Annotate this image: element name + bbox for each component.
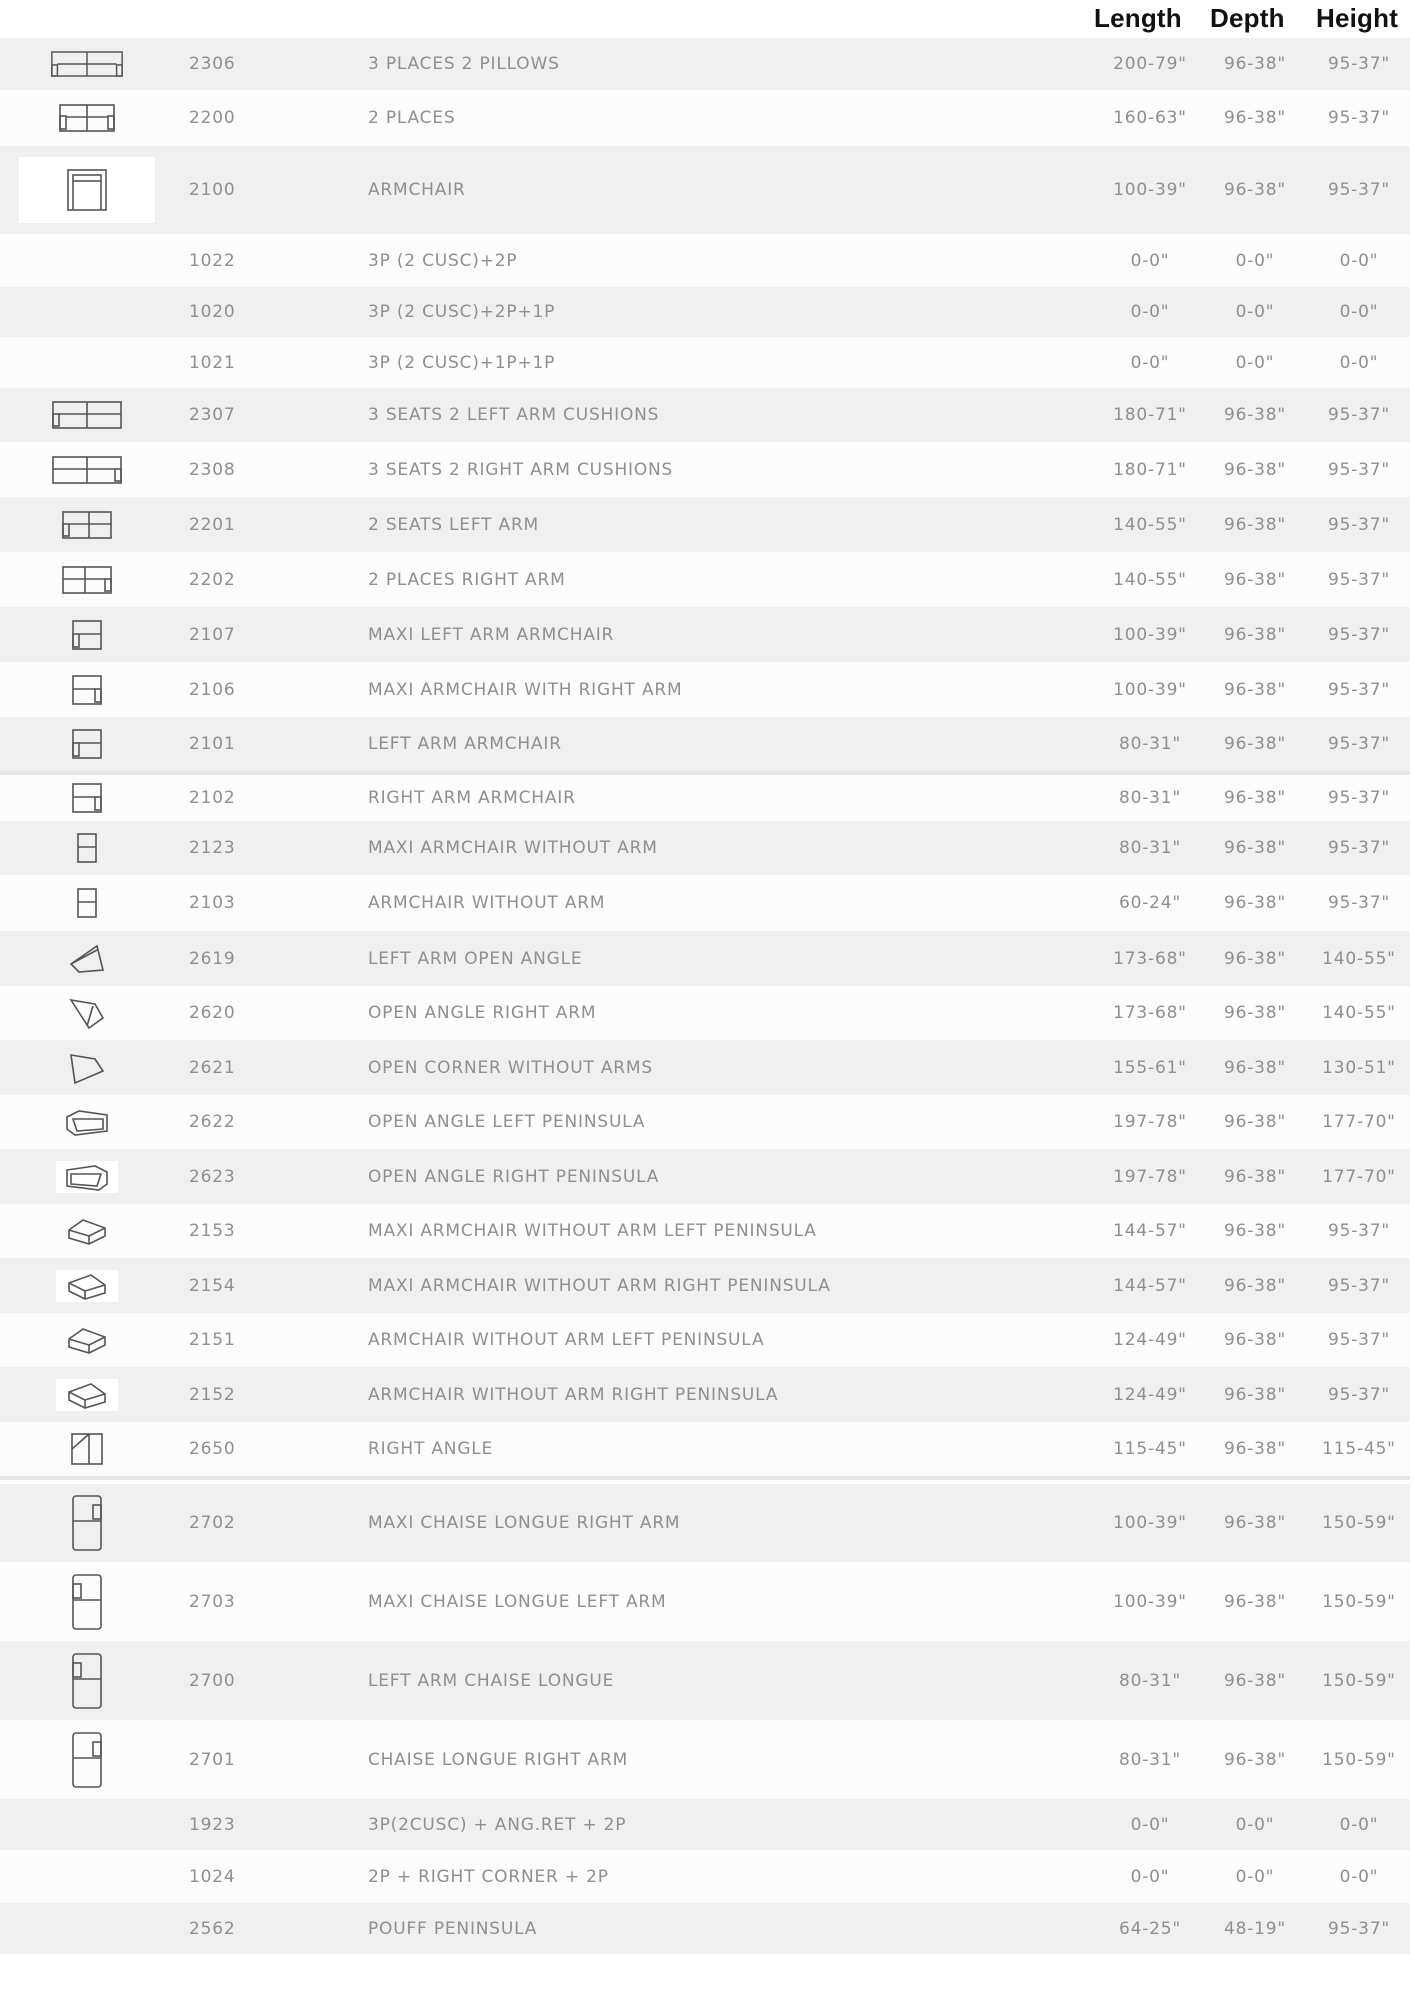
product-code: 2620 <box>189 1003 236 1023</box>
table-row <box>0 146 1410 234</box>
length-value: 124-49" <box>1113 1330 1187 1350</box>
section-divider <box>0 1476 1410 1480</box>
table-row <box>0 1258 1410 1313</box>
length-value: 173-68" <box>1113 1003 1187 1023</box>
table-row <box>0 1313 1410 1367</box>
height-value: 0-0" <box>1339 1814 1379 1835</box>
product-name: OPEN CORNER WITHOUT ARMS <box>368 1057 653 1078</box>
length-value: 155-61" <box>1113 1057 1187 1078</box>
length-value: 100-39" <box>1113 679 1187 700</box>
product-name: 2 SEATS LEFT ARM <box>368 514 540 535</box>
product-code: 1021 <box>189 352 236 373</box>
height-value: 130-51" <box>1322 1057 1396 1078</box>
height-value: 95-37" <box>1327 514 1391 535</box>
product-code: 2650 <box>189 1439 236 1459</box>
chaise-longue-left-arm-icon <box>50 1651 124 1711</box>
length-value: 197-78" <box>1113 1166 1187 1187</box>
height-value: 95-37" <box>1327 1384 1391 1405</box>
length-value: 0-0" <box>1130 250 1170 271</box>
depth-value: 96-38" <box>1223 180 1287 200</box>
product-name: MAXI CHAISE LONGUE RIGHT ARM <box>368 1513 681 1533</box>
depth-value: 96-38" <box>1223 1221 1287 1241</box>
height-value: 95-37" <box>1327 679 1391 700</box>
peninsula-right-icon <box>56 1270 118 1302</box>
height-value: 140-55" <box>1322 1003 1396 1023</box>
length-value: 60-24" <box>1118 893 1182 913</box>
table-row <box>0 388 1410 442</box>
table-row <box>0 1367 1410 1422</box>
height-value: 95-37" <box>1327 108 1391 128</box>
product-name: LEFT ARM ARMCHAIR <box>368 734 562 754</box>
table-row <box>0 38 1410 90</box>
column-header-depth: Depth <box>1210 3 1285 33</box>
product-name: ARMCHAIR WITHOUT ARM RIGHT PENINSULA <box>368 1384 779 1405</box>
table-row <box>0 821 1410 875</box>
length-value: 0-0" <box>1130 302 1170 322</box>
depth-value: 96-38" <box>1223 1384 1287 1405</box>
length-value: 80-31" <box>1118 1749 1182 1770</box>
depth-value: 96-38" <box>1223 1591 1287 1612</box>
height-value: 95-37" <box>1327 459 1391 480</box>
length-value: 160-63" <box>1113 108 1187 128</box>
product-code: 2201 <box>189 514 236 535</box>
product-code: 2562 <box>189 1918 236 1939</box>
depth-value: 96-38" <box>1223 569 1287 590</box>
column-header-height: Height <box>1316 3 1399 33</box>
length-value: 100-39" <box>1113 1591 1187 1612</box>
height-value: 95-37" <box>1327 569 1391 590</box>
product-name: OPEN ANGLE LEFT PENINSULA <box>368 1112 646 1132</box>
armchair-right-arm-icon <box>50 781 124 815</box>
product-name: 3 SEATS 2 RIGHT ARM CUSHIONS <box>368 459 674 480</box>
product-code: 1923 <box>189 1814 236 1835</box>
length-value: 124-49" <box>1113 1384 1187 1405</box>
product-code: 2152 <box>189 1384 236 1405</box>
depth-value: 96-38" <box>1223 1112 1287 1132</box>
sofa-2-seat-icon <box>50 101 124 135</box>
table-header <box>0 0 1414 38</box>
height-value: 177-70" <box>1322 1112 1396 1132</box>
height-value: 0-0" <box>1339 352 1379 373</box>
length-value: 180-71" <box>1113 405 1187 425</box>
product-name: ARMCHAIR WITHOUT ARM <box>368 893 606 913</box>
length-value: 100-39" <box>1113 1513 1187 1533</box>
depth-value: 0-0" <box>1235 302 1275 322</box>
table-row <box>0 497 1410 552</box>
length-value: 144-57" <box>1113 1275 1187 1296</box>
product-code: 2703 <box>189 1591 236 1612</box>
depth-value: 0-0" <box>1235 352 1275 373</box>
height-value: 95-37" <box>1327 624 1391 645</box>
product-code: 2102 <box>189 788 236 808</box>
depth-value: 96-38" <box>1223 405 1287 425</box>
product-name: ARMCHAIR <box>368 180 466 200</box>
depth-value: 96-38" <box>1223 1513 1287 1533</box>
armchair-left-arm-icon <box>50 618 124 652</box>
product-name: ARMCHAIR WITHOUT ARM LEFT PENINSULA <box>368 1330 765 1350</box>
armchair-icon <box>19 157 155 223</box>
table-row <box>0 662 1410 717</box>
sofa-3-seat-2-pillows-icon <box>50 47 124 81</box>
depth-value: 96-38" <box>1223 734 1287 754</box>
armchair-right-arm-icon <box>50 673 124 707</box>
table-row <box>0 1422 1410 1476</box>
height-value: 150-59" <box>1322 1749 1396 1770</box>
product-name: MAXI LEFT ARM ARMCHAIR <box>368 624 615 645</box>
product-code: 2623 <box>189 1166 236 1187</box>
length-value: 80-31" <box>1118 1670 1182 1691</box>
length-value: 197-78" <box>1113 1112 1187 1132</box>
length-value: 200-79" <box>1113 54 1187 74</box>
product-code: 2700 <box>189 1670 236 1691</box>
height-value: 0-0" <box>1339 1866 1379 1887</box>
height-value: 95-37" <box>1327 893 1391 913</box>
product-code: 1022 <box>189 250 236 271</box>
length-value: 80-31" <box>1118 734 1182 754</box>
product-name: MAXI ARMCHAIR WITHOUT ARM RIGHT PENINSULA <box>368 1275 831 1296</box>
length-value: 100-39" <box>1113 624 1187 645</box>
table-row <box>0 337 1410 388</box>
product-name: MAXI CHAISE LONGUE LEFT ARM <box>368 1591 667 1612</box>
product-code: 2308 <box>189 459 236 480</box>
depth-value: 96-38" <box>1223 459 1287 480</box>
height-value: 95-37" <box>1327 54 1391 74</box>
product-code: 2103 <box>189 893 236 913</box>
length-value: 115-45" <box>1113 1439 1187 1459</box>
length-value: 100-39" <box>1113 180 1187 200</box>
table-row <box>0 1484 1410 1562</box>
length-value: 0-0" <box>1130 1866 1170 1887</box>
height-value: 95-37" <box>1327 1330 1391 1350</box>
product-name: 2 PLACES <box>368 108 456 128</box>
table-row <box>0 775 1410 821</box>
product-name: MAXI ARMCHAIR WITH RIGHT ARM <box>368 679 683 700</box>
product-code: 2307 <box>189 405 236 425</box>
open-corner-icon <box>50 1051 124 1085</box>
table-row <box>0 552 1410 607</box>
depth-value: 48-19" <box>1223 1918 1287 1939</box>
product-code: 1024 <box>189 1866 236 1887</box>
table-row <box>0 442 1410 497</box>
length-value: 140-55" <box>1113 569 1187 590</box>
product-name: POUFF PENINSULA <box>368 1918 538 1939</box>
depth-value: 96-38" <box>1223 1003 1287 1023</box>
product-name: RIGHT ARM ARMCHAIR <box>368 788 576 808</box>
product-name: LEFT ARM CHAISE LONGUE <box>368 1670 615 1691</box>
product-name: 2P + RIGHT CORNER + 2P <box>368 1866 609 1887</box>
product-code: 2622 <box>189 1112 236 1132</box>
sofa-2-seat-left-arm-icon <box>50 508 124 542</box>
table-row <box>0 986 1410 1040</box>
height-value: 150-59" <box>1322 1591 1396 1612</box>
product-code: 1020 <box>189 302 236 322</box>
sofa-3-seat-right-arm-icon <box>50 453 124 487</box>
column-header-length: Length <box>1094 3 1182 33</box>
depth-value: 0-0" <box>1235 250 1275 271</box>
chaise-longue-left-arm-icon <box>50 1572 124 1632</box>
table-row <box>0 1204 1410 1258</box>
table-row <box>0 90 1410 146</box>
height-value: 95-37" <box>1327 838 1391 858</box>
product-code: 2619 <box>189 948 236 969</box>
table-row <box>0 1799 1410 1850</box>
product-name: OPEN ANGLE RIGHT ARM <box>368 1003 597 1023</box>
product-name: LEFT ARM OPEN ANGLE <box>368 948 583 969</box>
product-name: 3 SEATS 2 LEFT ARM CUSHIONS <box>368 405 660 425</box>
depth-value: 96-38" <box>1223 1275 1287 1296</box>
peninsula-left-icon <box>50 1323 124 1357</box>
product-code: 2621 <box>189 1057 236 1078</box>
table-row <box>0 1095 1410 1149</box>
length-value: 140-55" <box>1113 514 1187 535</box>
depth-value: 96-38" <box>1223 838 1287 858</box>
open-angle-peninsula-right-icon <box>56 1161 118 1193</box>
depth-value: 96-38" <box>1223 1166 1287 1187</box>
height-value: 95-37" <box>1327 734 1391 754</box>
product-code: 2123 <box>189 838 236 858</box>
armchair-no-arm-icon <box>50 886 124 920</box>
table-row <box>0 1040 1410 1095</box>
table-row <box>0 287 1410 337</box>
product-code: 2701 <box>189 1749 236 1770</box>
table-row <box>0 1903 1410 1954</box>
product-name: 3 PLACES 2 PILLOWS <box>368 54 560 74</box>
table-row <box>0 1562 1410 1641</box>
product-code: 2154 <box>189 1275 236 1296</box>
product-code: 2200 <box>189 108 236 128</box>
table-row <box>0 717 1410 771</box>
product-name: 2 PLACES RIGHT ARM <box>368 569 566 590</box>
product-code: 2106 <box>189 679 236 700</box>
product-name: MAXI ARMCHAIR WITHOUT ARM <box>368 838 658 858</box>
product-code: 2306 <box>189 54 236 74</box>
depth-value: 96-38" <box>1223 108 1287 128</box>
length-value: 0-0" <box>1130 1814 1170 1835</box>
sofa-3-seat-left-arm-icon <box>50 398 124 432</box>
height-value: 0-0" <box>1339 302 1379 322</box>
table-row <box>0 234 1410 287</box>
height-value: 150-59" <box>1322 1513 1396 1533</box>
height-value: 115-45" <box>1322 1439 1396 1459</box>
height-value: 95-37" <box>1327 1275 1391 1296</box>
peninsula-left-icon <box>50 1214 124 1248</box>
height-value: 95-37" <box>1327 1918 1391 1939</box>
depth-value: 96-38" <box>1223 679 1287 700</box>
depth-value: 0-0" <box>1235 1814 1275 1835</box>
sofa-2-seat-right-arm-icon <box>50 563 124 597</box>
depth-value: 96-38" <box>1223 788 1287 808</box>
table-row <box>0 1720 1410 1799</box>
chaise-longue-right-arm-icon <box>50 1493 124 1553</box>
open-angle-peninsula-left-icon <box>50 1105 124 1139</box>
depth-value: 96-38" <box>1223 1749 1287 1770</box>
armchair-left-arm-icon <box>50 727 124 761</box>
height-value: 0-0" <box>1339 250 1379 271</box>
product-code: 2107 <box>189 624 236 645</box>
depth-value: 96-38" <box>1223 1330 1287 1350</box>
depth-value: 96-38" <box>1223 1439 1287 1459</box>
height-value: 150-59" <box>1322 1670 1396 1691</box>
product-name: MAXI ARMCHAIR WITHOUT ARM LEFT PENINSULA <box>368 1221 817 1241</box>
product-name: CHAISE LONGUE RIGHT ARM <box>368 1749 629 1770</box>
height-value: 177-70" <box>1322 1166 1396 1187</box>
length-value: 80-31" <box>1118 838 1182 858</box>
height-value: 95-37" <box>1327 788 1391 808</box>
depth-value: 96-38" <box>1223 624 1287 645</box>
length-value: 0-0" <box>1130 352 1170 373</box>
table-row <box>0 607 1410 662</box>
open-angle-right-icon <box>50 996 124 1030</box>
product-code: 2202 <box>189 569 236 590</box>
product-name: 3P (2 CUSC)+1P+1P <box>368 352 556 373</box>
chaise-longue-right-arm-icon <box>50 1730 124 1790</box>
product-name: 3P (2 CUSC)+2P <box>368 250 518 271</box>
product-name: RIGHT ANGLE <box>368 1439 494 1459</box>
table-row <box>0 1850 1410 1903</box>
right-angle-icon <box>50 1431 124 1467</box>
product-code: 2101 <box>189 734 236 754</box>
height-value: 95-37" <box>1327 1221 1391 1241</box>
length-value: 80-31" <box>1118 788 1182 808</box>
table-row <box>0 1149 1410 1204</box>
product-code: 2702 <box>189 1513 236 1533</box>
depth-value: 96-38" <box>1223 514 1287 535</box>
peninsula-right-icon <box>56 1379 118 1411</box>
length-value: 64-25" <box>1118 1918 1182 1939</box>
depth-value: 0-0" <box>1235 1866 1275 1887</box>
product-name: OPEN ANGLE RIGHT PENINSULA <box>368 1166 660 1187</box>
height-value: 140-55" <box>1322 948 1396 969</box>
depth-value: 96-38" <box>1223 948 1287 969</box>
depth-value: 96-38" <box>1223 1057 1287 1078</box>
depth-value: 96-38" <box>1223 1670 1287 1691</box>
table-row <box>0 1641 1410 1720</box>
open-angle-left-icon <box>50 942 124 976</box>
product-code: 2153 <box>189 1221 236 1241</box>
depth-value: 96-38" <box>1223 893 1287 913</box>
table-row <box>0 931 1410 986</box>
product-name: 3P(2CUSC) + ANG.RET + 2P <box>368 1814 627 1835</box>
section-divider <box>0 771 1410 775</box>
table-row <box>0 875 1410 931</box>
length-value: 173-68" <box>1113 948 1187 969</box>
product-code: 2100 <box>189 180 236 200</box>
depth-value: 96-38" <box>1223 54 1287 74</box>
height-value: 95-37" <box>1327 180 1391 200</box>
armchair-no-arm-icon <box>50 831 124 865</box>
product-code: 2151 <box>189 1330 236 1350</box>
height-value: 95-37" <box>1327 405 1391 425</box>
product-name: 3P (2 CUSC)+2P+1P <box>368 302 556 322</box>
length-value: 144-57" <box>1113 1221 1187 1241</box>
length-value: 180-71" <box>1113 459 1187 480</box>
